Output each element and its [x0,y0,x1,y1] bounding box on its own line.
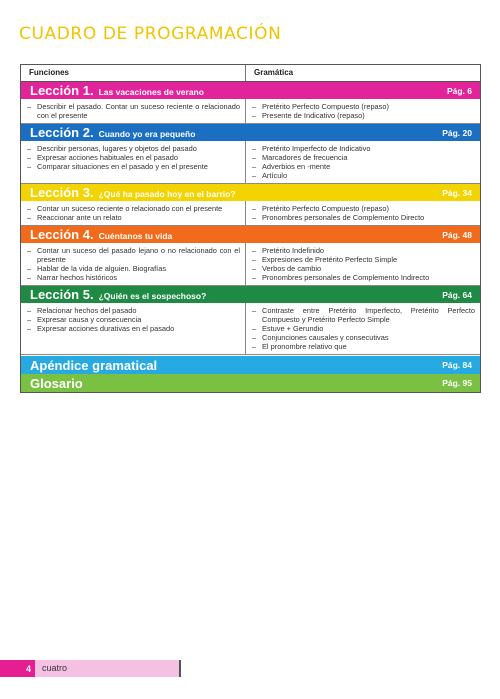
header-gramatica: Gramática [254,68,294,77]
lesson-title: Lección 1. [30,83,94,98]
gramatica-item: – Pretérito Perfecto Compuesto (repaso) [251,102,475,111]
gramatica-item: – Verbos de cambio [251,264,475,273]
lesson-content-row [21,201,480,226]
lesson-page-ref: Pág. 20 [442,127,472,138]
appendix-bar[interactable] [21,374,480,392]
gramatica-item: – Pronombres personales de Complemento Directo [251,213,475,222]
gramatica-item: – Presente de Indicativo (repaso) [251,111,475,120]
lesson-subtitle: ¿Qué ha pasado hoy en el barrio? [98,189,236,199]
lesson-heading [30,287,206,302]
lessons-list [21,82,480,355]
lesson-bar[interactable] [21,286,480,303]
funciones-cell [21,243,246,285]
footer-page-word: cuatro [42,663,68,673]
funcion-item: – Expresar causa y consecuencia [26,315,240,324]
lesson-bar[interactable] [21,82,480,99]
lesson-page-ref: Pág. 64 [442,289,472,300]
lesson-heading [30,125,195,140]
funciones-list [26,144,240,171]
lesson-title: Lección 2. [30,125,94,140]
funcion-item: – Hablar de la vida de alguien. Biografías [26,264,240,273]
gramatica-list [251,144,475,180]
gramatica-item: – Marcadores de frecuencia [251,153,475,162]
funcion-item: – Reaccionar ante un relato [26,213,240,222]
appendix-title: Apéndice gramatical [30,357,158,373]
gramatica-item: – Conjunciones causales y consecutivas [251,333,475,342]
appendix-list [21,356,480,392]
lesson-title: Lección 4. [30,227,94,242]
appendix-page-ref: Pág. 84 [442,360,472,370]
gramatica-cell [246,243,480,285]
gramatica-item: – Pronombres personales de Complemento Indirecto [251,273,475,282]
funcion-item: – Contar un suceso reciente o relacionado con el presente [26,204,240,213]
lesson-page-ref: Pág. 48 [442,229,472,240]
funciones-list [26,102,240,120]
table-header [21,65,480,82]
lesson-heading [30,227,172,242]
gramatica-item: – Adverbios en -mente [251,162,475,171]
page-title: CUADRO DE PROGRAMACIÓN [19,24,282,44]
appendix-bar[interactable] [21,356,480,374]
gramatica-item: – Pretérito Indefinido [251,246,475,255]
funciones-cell [21,99,246,123]
gramatica-list [251,306,475,351]
gramatica-item: – Estuve + Gerundio [251,324,475,333]
gramatica-item: – Artículo [251,171,475,180]
gramatica-list [251,246,475,282]
header-funciones: Funciones [21,65,246,81]
lesson-content-row [21,243,480,286]
funciones-list [26,306,240,333]
lesson-bar[interactable] [21,184,480,201]
funcion-item: – Expresar acciones durativas en el pasado [26,324,240,333]
funcion-item: – Narrar hechos históricos [26,273,240,282]
lesson-content-row [21,303,480,355]
lesson-title: Lección 3. [30,185,94,200]
gramatica-item: – Pretérito Imperfecto de Indicativo [251,144,475,153]
lesson-content-row [21,141,480,184]
gramatica-cell [246,99,480,123]
lesson-subtitle: Cuando yo era pequeño [98,129,196,139]
program-table [20,64,481,393]
lesson-bar[interactable] [21,124,480,141]
funcion-item: – Relacionar hechos del pasado [26,306,240,315]
funciones-list [26,246,240,282]
funciones-cell [21,201,246,225]
lesson-page-ref: Pág. 6 [446,85,472,96]
lesson-title: Lección 5. [30,287,94,302]
funcion-item: – Describir personas, lugares y objetos del pasado [26,144,240,153]
gramatica-cell [246,303,480,354]
funciones-list [26,204,240,222]
gramatica-item: – Expresiones de Pretérito Perfecto Simple [251,255,475,264]
lesson-subtitle: ¿Quién es el sospechoso? [98,291,207,301]
lesson-bar[interactable] [21,226,480,243]
gramatica-list [251,204,475,222]
gramatica-item: – Contraste entre Pretérito Imperfecto, Pretérito Perfecto Compuesto y Pretérito Perfecto Simple [251,306,475,324]
funcion-item: – Comparar situaciones en el pasado y en el presente [26,162,240,171]
gramatica-list [251,102,475,120]
appendix-page-ref: Pág. 95 [442,378,472,388]
funcion-item: – Expresar acciones habituales en el pasado [26,153,240,162]
footer-tab [0,660,181,677]
funciones-cell [21,141,246,183]
gramatica-item: – El pronombre relativo que [251,342,475,351]
lesson-subtitle: Cuéntanos tu vida [98,231,173,241]
funciones-cell [21,303,246,354]
lesson-content-row [21,99,480,124]
lesson-heading [30,185,236,200]
footer-page-number: 4 [0,660,35,677]
gramatica-item: – Pretérito Perfecto Compuesto (repaso) [251,204,475,213]
funcion-item: – Describir el pasado. Contar un suceso reciente o relacionado con el presente [26,102,240,120]
gramatica-cell [246,141,480,183]
lesson-heading [30,83,204,98]
lesson-subtitle: Las vacaciones de verano [98,87,204,97]
funcion-item: – Contar un suceso del pasado lejano o no relacionado con el presente [26,246,240,264]
appendix-title: Glosario [30,375,83,391]
gramatica-cell [246,201,480,225]
lesson-page-ref: Pág. 34 [442,187,472,198]
